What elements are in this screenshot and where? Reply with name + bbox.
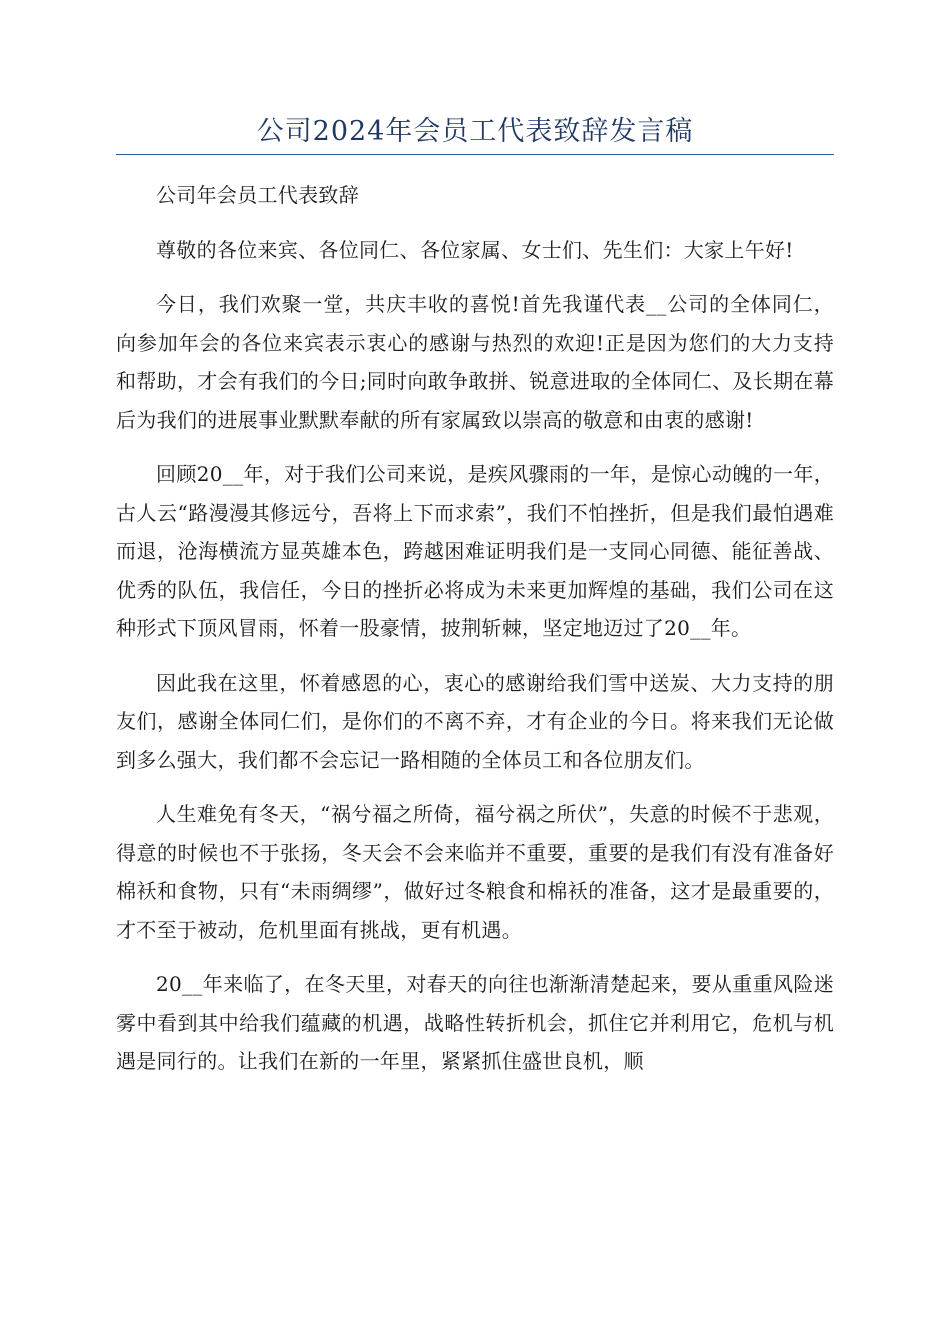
paragraph-review: 回顾20__年，对于我们公司来说，是疾风骤雨的一年，是惊心动魄的一年，古人云“路漫漫其修远兮，吾将上下而求索”，我们不怕挫折，但是我们最怕遇难而退，沧海横流方显英雄本色，跨越困难证明我们是一支同心同德、能征善战、优秀的队伍，我信任，今日的挫折必将成为未来更加辉煌的基础，我们公司在这种形式下顶风冒雨，怀着一股豪情，披荆斩棘，坚定地迈过了20__年。 xyxy=(116,462,834,640)
paragraph-greeting: 尊敬的各位来宾、各位同仁、各位家属、女士们、先生们：大家上午好! xyxy=(156,237,794,262)
document-body xyxy=(116,176,834,1097)
document-title: 公司2024年会员工代表致辞发言稿 xyxy=(256,116,694,147)
paragraph-winter: 人生难免有冬天，“祸兮福之所倚，福兮祸之所伏”，失意的时候不于悲观，得意的时候也不于张扬，冬天会不会来临并不重要，重要的是我们有没有准备好棉袄和食物，只有“未雨绸缪”，做好过冬粮食和棉袄的准备，这才是最重要的，才不至于被动，危机里面有挑战，更有机遇。 xyxy=(116,802,834,942)
title-underline xyxy=(116,154,834,155)
paragraph-outlook: 20__年来临了，在冬天里，对春天的向往也渐渐清楚起来，要从重重风险迷雾中看到其中给我们蕴藏的机遇，战略性转折机会，抓住它并利用它，危机与机遇是同行的。让我们在新的一年里，紧紧抓住盛世良机，顺 xyxy=(116,972,834,1073)
paragraph-gratitude: 因此我在这里，怀着感恩的心，衷心的感谢给我们雪中送炭、大力支持的朋友们，感谢全体同仁们，是你们的不离不弃，才有企业的今日。将来我们无论做到多么强大，我们都不会忘记一路相随的全体员工和各位朋友们。 xyxy=(116,670,834,772)
paragraph-welcome: 今日，我们欢聚一堂，共庆丰收的喜悦!首先我谨代表__公司的全体同仁，向参加年会的各位来宾表示衷心的感谢与热烈的欢迎!正是因为您们的大力支持和帮助，才会有我们的今日;同时向敢争敢拼、锐意进取的全体同仁、及长期在幕后为我们的进展事业默默奉献的所有家属致以崇高的敬意和由衷的感谢! xyxy=(116,292,834,432)
paragraph-subtitle: 公司年会员工代表致辞 xyxy=(156,183,359,207)
